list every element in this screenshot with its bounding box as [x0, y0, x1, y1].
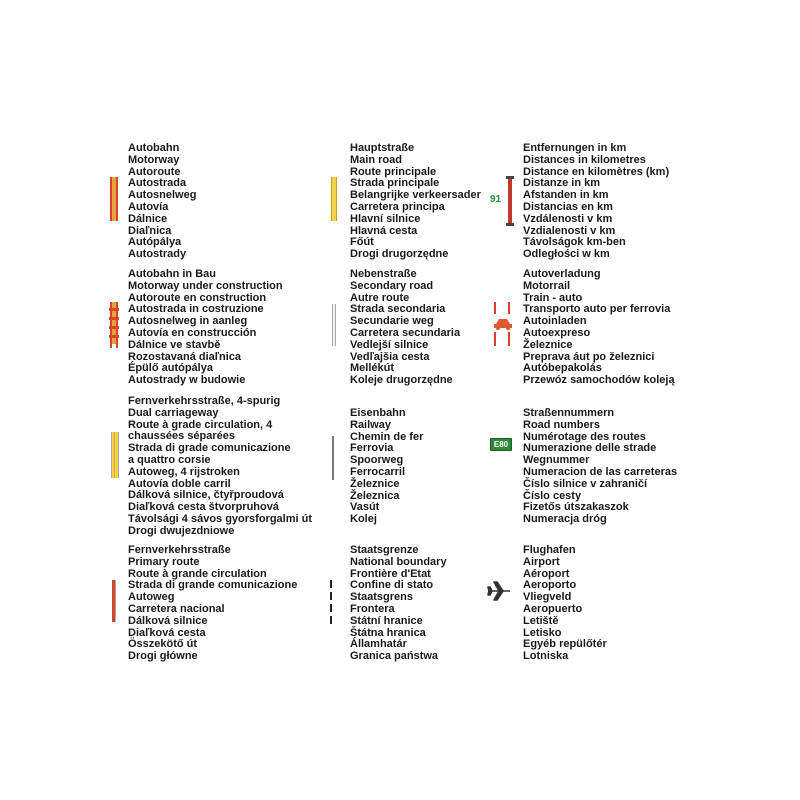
legend-labels-distances [523, 143, 669, 261]
legend-label-line: Preprava áut po železnici [523, 350, 655, 363]
legend-label-line: Železnice [523, 338, 573, 351]
legend-labels-primary-route [128, 545, 297, 663]
legend-label-line: Štátna hranica [350, 626, 426, 639]
legend-label-line: Numérotage des routes [523, 430, 646, 443]
legend-label-line: Vzdálenosti v km [523, 212, 613, 225]
legend-label-line: Drogi główne [128, 650, 198, 663]
legend-label-line: Vzdialenosti v km [523, 224, 616, 237]
legend-labels-railway [350, 408, 423, 526]
legend-label-line: Ferrovia [350, 442, 394, 455]
legend-label-line: Autoexpreso [523, 326, 591, 339]
legend-label-line: Aeropuerto [523, 602, 583, 615]
legend-labels-main-road [350, 143, 481, 261]
legend-label-line: Autostrada [128, 177, 187, 190]
legend-label-line: chaussées séparées [128, 430, 236, 443]
legend-label-line: Frontera [350, 602, 395, 615]
primary-route-icon [110, 580, 118, 622]
legend-label-line: Dálková silnice, čtyřproudová [128, 489, 284, 502]
legend-label-line: Strada di grande comunicazione [128, 579, 298, 592]
legend-label-line: Távolságok km-ben [523, 236, 626, 249]
legend-label-line: Staatsgrens [350, 591, 413, 604]
railway-icon [331, 436, 335, 480]
legend-label-line: Airport [523, 555, 560, 568]
legend-label-line: Fernverkehrsstraße [128, 544, 231, 556]
legend-label-line: Autostrada in costruzione [128, 303, 264, 316]
legend-label-line: Autoweg [128, 591, 175, 604]
legend-labels-national-boundary [350, 545, 447, 663]
legend-label-line: Confine di stato [350, 579, 434, 592]
legend-label-line: Autoinladen [523, 315, 587, 328]
legend-label-line: Numeracion de las carreteras [523, 465, 678, 478]
legend-label-line: Route à grande circulation [128, 567, 267, 580]
legend-label-line: Route à grade circulation, 4 [128, 418, 273, 431]
legend-label-line: Autoweg, 4 rijstroken [128, 465, 240, 478]
legend-label-line: Carretera nacional [128, 602, 225, 615]
legend-label-line: Numeracja dróg [523, 513, 607, 526]
legend-label-line: Afstanden in km [523, 189, 609, 202]
legend-label-line: Carretera secundaria [350, 326, 461, 339]
legend-label-line: Eisenbahn [350, 407, 406, 419]
legend-label-line: Przewóz samochodów koleją [523, 374, 675, 387]
legend-label-line: Železnice [350, 477, 400, 490]
legend-label-line: Autosnelweg [128, 189, 197, 202]
legend-label-line: Autovía [128, 200, 169, 213]
road-number-label: E80 [493, 440, 509, 449]
legend-label-line: Spoorweg [350, 454, 404, 467]
legend-label-line: Entfernungen in km [523, 142, 627, 154]
legend-label-line: Dálnice ve stavbě [128, 338, 221, 351]
legend-label-line: Dálnice [128, 212, 168, 225]
legend-label-line: Drogi dwujezdniowe [128, 524, 235, 537]
legend-label-line: Route principale [350, 165, 437, 178]
legend-label-line: Drogi drugorzędne [350, 248, 449, 261]
legend-label-line: Egyéb repülőtér [523, 638, 607, 651]
motorway-under-construction-icon [108, 302, 120, 348]
legend-label-line: Železnica [350, 489, 400, 502]
legend-label-line: Aeroporto [523, 579, 577, 592]
legend-label-line: Autobahn in Bau [128, 268, 216, 280]
legend-label-line: Ferrocarril [350, 465, 406, 478]
legend-label-line: Strada principale [350, 177, 440, 190]
legend-label-line: Frontière d'Etat [350, 567, 431, 580]
legend-label-line: Dálková silnice [128, 614, 208, 627]
secondary-road-icon [331, 304, 337, 346]
legend-label-line: Nebenstraße [350, 268, 417, 280]
legend-label-line: Dual carriageway [128, 406, 219, 419]
motorway-casing [110, 177, 112, 221]
legend-label-line: Primary route [128, 555, 200, 568]
legend-label-line: Autobahn [128, 142, 180, 154]
motorway-casing-right [116, 177, 118, 221]
legend-label-line: Autoverladung [523, 268, 601, 280]
legend-label-line: Fizetős útszakaszok [523, 501, 629, 514]
legend-label-line: Straßennummern [523, 407, 615, 419]
legend-label-line: Diaľková cesta štvorpruhová [128, 501, 279, 514]
legend-label-line: Fernverkehrsstraße, 4-spurig [128, 395, 281, 407]
legend-label-line: Train - auto [523, 291, 583, 304]
legend-label-line: Secondary road [350, 279, 434, 292]
legend-label-line: Autoroute en construction [128, 291, 267, 304]
legend-labels-road-numbers [523, 408, 677, 526]
legend-label-line: Koleje drugorzędne [350, 374, 453, 387]
car-train-icon [490, 302, 516, 348]
legend-label-line: Autópálya [128, 236, 182, 249]
road-number-icon [490, 438, 512, 451]
legend-label-line: Mellékút [350, 362, 395, 375]
legend-label-line: Strada di grade comunicazione [128, 442, 291, 455]
legend-label-line: Numerazione delle strade [523, 442, 657, 455]
legend-label-line: Belangrijke verkeersader [350, 189, 481, 202]
legend-label-line: Main road [350, 153, 402, 166]
legend-label-line: Vliegveld [523, 591, 572, 604]
legend-label-line: Distanze in km [523, 177, 601, 190]
legend-label-line: Chemin de fer [350, 430, 424, 443]
motorway-fill [112, 177, 116, 221]
legend-label-line: Aéroport [523, 567, 570, 580]
legend-label-line: National boundary [350, 555, 447, 568]
legend-labels-motorway-construction [128, 269, 283, 387]
legend-label-line: Distances in kilometres [523, 153, 646, 166]
legend-label-line: Autre route [350, 291, 410, 304]
legend-label-line: Railway [350, 418, 391, 431]
legend-label-line: Államhatár [350, 638, 407, 651]
legend-label-line: Kolej [350, 513, 377, 526]
legend-label-line: Číslo cesty [523, 489, 582, 502]
legend-label-line: Autóbepakolás [523, 362, 602, 375]
legend-label-line: Hlavní silnice [350, 212, 421, 225]
legend-label-line: Staatsgrenze [350, 544, 419, 556]
legend-label-line: Autoroute [128, 165, 181, 178]
legend-labels-airport [523, 545, 607, 663]
dual-carriageway-icon [110, 432, 120, 478]
legend-label-line: Wegnummer [523, 454, 590, 467]
legend-label-line: Vasút [350, 501, 380, 514]
legend-label-line: Autostrady [128, 248, 187, 261]
legend-label-line: Letisko [523, 626, 562, 639]
national-boundary-icon [329, 580, 333, 626]
legend-labels-motorway [128, 143, 196, 261]
legend-labels-secondary-road [350, 269, 460, 387]
legend-label-line: a quattro corsie [128, 453, 211, 466]
legend-label-line: Distancias en km [523, 200, 613, 213]
legend-label-line: Strada secondaria [350, 303, 446, 316]
legend-label-line: Összekötő út [128, 638, 198, 651]
motorway-icon [108, 177, 120, 221]
legend-label-line: Vedľajšia cesta [350, 350, 430, 363]
legend-label-line: Státní hranice [350, 614, 423, 627]
legend-label-line: Autovía doble carril [128, 477, 231, 490]
legend-label-line: Odległości w km [523, 248, 610, 261]
legend-label-line: Letiště [523, 614, 559, 627]
legend-labels-motorrail [523, 269, 675, 387]
distance-marker-label: 91 [490, 194, 502, 205]
legend-label-line: Motorrail [523, 279, 571, 292]
legend-label-line: Autostrady w budowie [128, 374, 246, 387]
legend-label-line: Číslo silnice v zahraničí [523, 477, 648, 490]
legend-label-line: Transporto auto per ferrovia [523, 303, 671, 316]
distance-marker-icon [490, 176, 520, 226]
legend-label-line: Diaľnica [128, 224, 172, 237]
legend-label-line: Autosnelweg in aanleg [128, 315, 248, 328]
legend-label-line: Főút [350, 236, 374, 249]
legend-label-line: Motorway under construction [128, 279, 283, 292]
legend-label-line: Vedlejší silnice [350, 338, 429, 351]
legend-label-line: Motorway [128, 153, 180, 166]
legend-label-line: Hauptstraße [350, 142, 415, 154]
legend-label-line: Rozostavaná diaľnica [128, 350, 242, 363]
distance-marker-bar [506, 176, 514, 226]
main-road-icon [330, 177, 338, 221]
legend-label-line: Granica państwa [350, 650, 439, 663]
legend-label-line: Lotniska [523, 650, 569, 663]
legend-label-line: Flughafen [523, 544, 576, 556]
legend-label-line: Road numbers [523, 418, 601, 431]
airport-icon [486, 578, 512, 604]
legend-label-line: Secundarie weg [350, 315, 434, 328]
legend-label-line: Distance en kilomètres (km) [523, 165, 670, 178]
legend-label-line: Autovía en construcción [128, 326, 257, 339]
legend-label-line: Távolsági 4 sávos gyorsforgalmi út [128, 512, 313, 525]
legend-label-line: Épülő autópálya [128, 362, 213, 375]
legend-labels-dual-carriageway [128, 396, 312, 538]
legend-label-line: Hlavná cesta [350, 224, 418, 237]
legend-label-line: Carretera principa [350, 200, 445, 213]
legend-label-line: Diaľková cesta [128, 626, 206, 639]
